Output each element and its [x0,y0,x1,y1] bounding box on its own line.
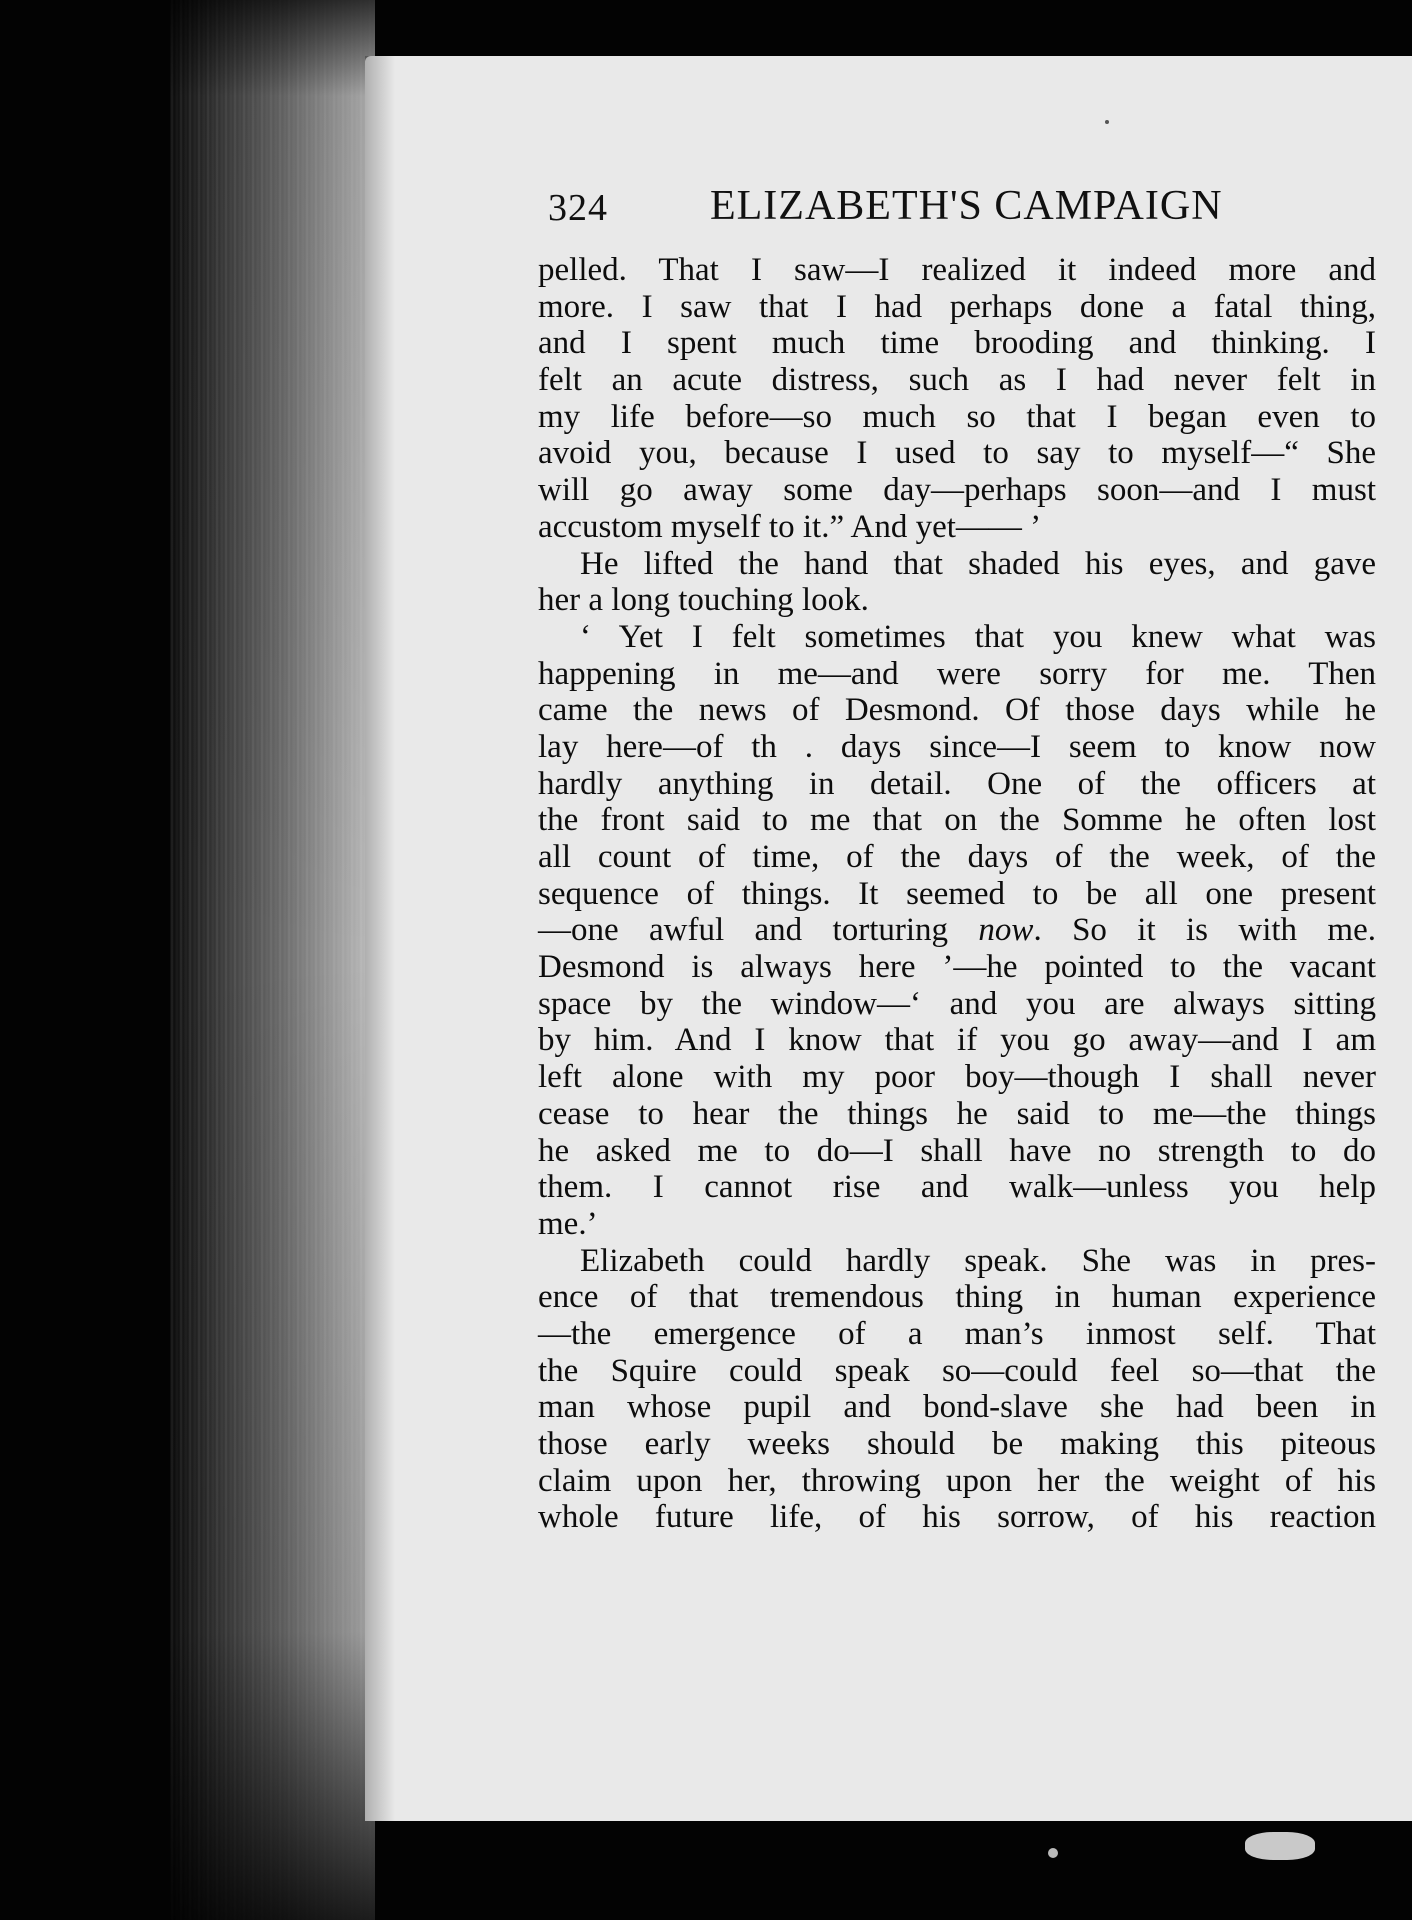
text-line: those early weeks should be making this piteous [538,1426,1376,1462]
text-line: by him. And I know that if you go away—and I am [538,1022,1376,1059]
text-line: pelled. That I saw—I realized it indeed more and [538,252,1376,288]
dust-speck [1048,1848,1058,1858]
text-line: all count of time, of the days of the week, of the [538,839,1376,875]
text-line: left alone with my poor boy—though I shall never [538,1059,1376,1096]
text-line: sequence of things. It seemed to be all one present [538,875,1376,912]
text-line: ‘ Yet I felt sometimes that you knew what was [580,618,1376,655]
text-line: her a long touching look. [538,582,869,619]
book-page-edges [170,0,375,1920]
italic-word: now [978,912,1034,949]
text-line: space by the window—‘ and you are always sitting [538,985,1376,1022]
text-line: hardly anything in detail. One of the officers at [538,765,1376,802]
text-line: the Squire could speak so—could feel so—that the [538,1352,1376,1389]
gutter-shadow [365,56,395,1821]
page-header [548,182,1228,232]
text-line: my life before—so much so that I began even to [538,398,1376,435]
page-number: 324 [548,187,608,229]
text-line: lay here—of th . days since—I seem to know now [538,728,1376,765]
text-line: and I spent much time brooding and thinking. I [538,325,1376,362]
dust-speck [1245,1832,1315,1860]
text-line: more. I saw that I had perhaps done a fatal thing, [538,288,1376,325]
text-line: avoid you, because I used to say to myself—“ She [538,435,1376,472]
text-line: man whose pupil and bond-slave she had been in [538,1389,1376,1426]
text-line: he asked me to do—I shall have no strength to do [538,1132,1376,1169]
body-text [538,252,1376,1536]
dust-speck [1105,120,1109,124]
text-line: felt an acute distress, such as I had never felt in [538,362,1376,399]
text-line: whole future life, of his sorrow, of his reaction [538,1499,1376,1536]
text-line: —the emergence of a man’s inmost self. That [538,1315,1376,1352]
text-line: came the news of Desmond. Of those days while he [538,692,1376,729]
text-line: He lifted the hand that shaded his eyes, and gave [580,545,1376,582]
text-line: claim upon her, throwing upon her the weight of his [538,1462,1376,1499]
text-line: them. I cannot rise and walk—unless you help [538,1169,1376,1206]
text-line: me.’ [538,1205,598,1242]
text-line: Desmond is always here ’—he pointed to the vacant [538,949,1376,986]
text-line: will go away some day—perhaps soon—and I must [538,472,1376,509]
text-line: accustom myself to it.” And yet—— ’ [538,508,1042,545]
text-line: ence of that tremendous thing in human experience [538,1279,1376,1316]
text-line: happening in me—and were sorry for me. Then [538,655,1376,692]
text-line: cease to hear the things he said to me—the things [538,1095,1376,1132]
text-line: —one awful and torturing now. So it is with me. [538,912,1376,949]
running-head-title: ELIZABETH'S CAMPAIGN [710,183,1223,229]
text-line: the front said to me that on the Somme he often lost [538,802,1376,839]
text-line: Elizabeth could hardly speak. She was in pres- [580,1242,1376,1279]
